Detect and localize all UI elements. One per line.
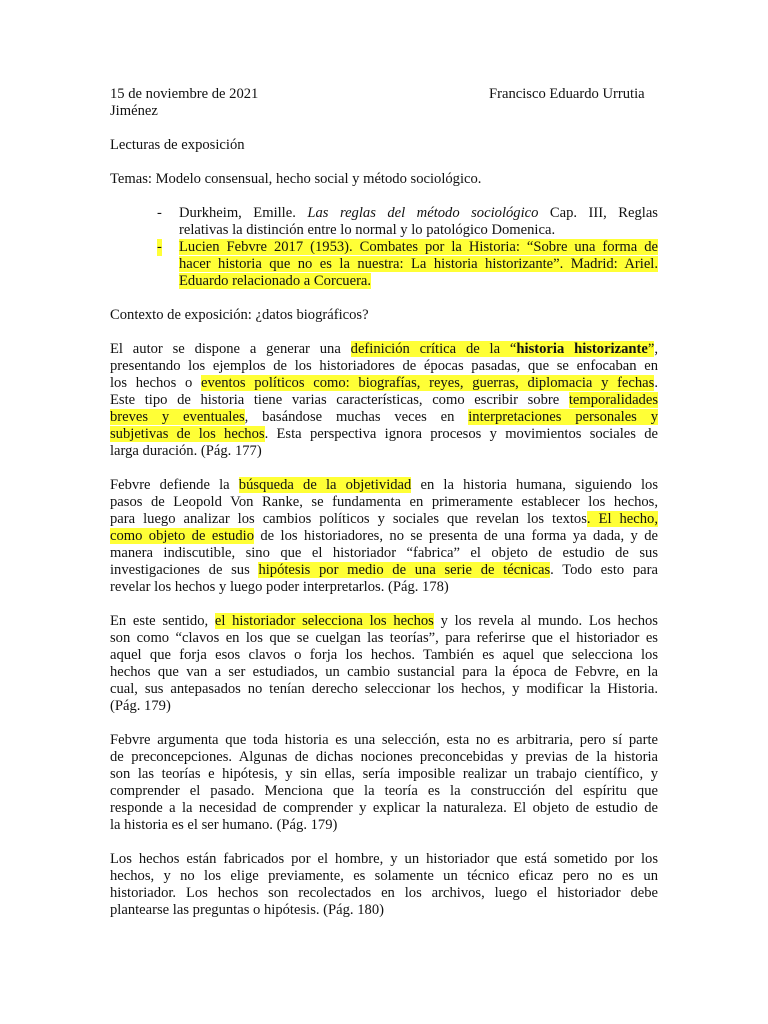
reference-chapter: Cap. III, Reglas [538, 205, 658, 221]
highlighted-text: hacer historia que no es la nuestra: La historia historizante”. Madrid: Ariel. [179, 256, 658, 272]
paragraph-2-line: para luego analizar los cambios políticos y sociales que revelan los textos. El hecho, [110, 511, 658, 527]
reference-book-title: Las reglas del método sociológico [307, 205, 539, 221]
paragraph-4-line: responde a la necesidad de comprender y explicar la naturaleza. El objeto de estudio de [110, 800, 658, 816]
header-date: 15 de noviembre de 2021 [110, 86, 259, 102]
paragraph-2-line: Febvre defiende la búsqueda de la objetividad en la historia humana, siguiendo los [110, 477, 658, 493]
context-line: Contexto de exposición: ¿datos biográficos? [110, 307, 369, 323]
highlighted-text: . El hecho, [586, 511, 658, 527]
paragraph-1-line: larga duración. (Pág. 177) [110, 443, 262, 459]
reference-febvre-line-1 [179, 239, 658, 256]
paragraph-4-line: comprender el pasado. Menciona que la teoría es la construcción del espíritu que [110, 783, 658, 799]
paragraph-3-line: En este sentido, el historiador selecciona los hechos y los revela al mundo. Los hechos [110, 613, 658, 629]
paragraph-1-line: El autor se dispone a generar una definición crítica de la “historia historizante”, [110, 341, 658, 357]
highlighted-text: interpretaciones personales y [468, 409, 658, 425]
document-title: Lecturas de exposición [110, 137, 245, 153]
reference-bullet: - [157, 205, 162, 221]
paragraph-2-line: investigaciones de sus hipótesis por medio de una serie de técnicas. Todo esto para [110, 562, 658, 578]
paragraph-4-line: Febvre argumenta que toda historia es una selección, esta no es arbitraria, pero sí parte [110, 732, 658, 748]
highlighted-text: definición crítica de la “ [350, 341, 517, 357]
reference-durkheim-line-2: relativas la distinción entre lo normal y lo patológico Domenica. [179, 222, 556, 238]
paragraph-5-line: historiador. Los hechos son recolectados en los archivos, luego el historiador debe [110, 885, 658, 901]
paragraph-5-line: plantearse las preguntas o hipótesis. (Pág. 180) [110, 902, 384, 918]
topics-line: Temas: Modelo consensual, hecho social y método sociológico. [110, 171, 482, 187]
paragraph-4-line: de preconcepciones. Algunas de dichas nociones preconcebidas y previas de la historia [110, 749, 658, 765]
highlighted-text: breves y eventuales [110, 409, 245, 425]
highlighted-text: como objeto de estudio [110, 528, 254, 544]
paragraph-3-line: aquel que forja esos clavos o forja los hechos. También es aquel que selecciona los [110, 647, 658, 663]
header-author: Francisco Eduardo Urrutia [489, 86, 645, 102]
highlighted-text: Eduardo relacionado a Corcuera. [179, 273, 372, 289]
reference-febvre-line-3 [179, 273, 658, 290]
paragraph-3-line: cual, sus antepasados no tenían derecho seleccionar los hechos, y modificar la Historia. [110, 681, 658, 697]
paragraph-2-line: como objeto de estudio de los historiadores, no se presenta de una forma ya dada, y de [110, 528, 658, 544]
paragraph-2-line: revelar los hechos y luego poder interpretarlos. (Pág. 178) [110, 579, 449, 595]
highlighted-text: hipótesis por medio de una serie de técnicas [258, 562, 551, 578]
highlighted-text: eventos políticos como: biografías, reyes, guerras, diplomacia y fechas [200, 375, 655, 391]
highlighted-text: temporalidades [568, 392, 658, 408]
paragraph-3-line: hechos que van a ser estudiados, un cambio sustancial para la época de Febvre, en la [110, 664, 658, 680]
paragraph-5-line: hechos, y no los elige previamente, es solamente un técnico eficaz pero no es un [110, 868, 658, 884]
paragraph-1-line: Este tipo de historia tiene varias características, como escribir sobre temporalidades [110, 392, 658, 408]
highlighted-text: búsqueda de la objetividad [238, 477, 412, 493]
reference-febvre-line-2 [179, 256, 658, 273]
highlighted-text: el historiador selecciona los hechos [214, 613, 434, 629]
header-author-surname: Jiménez [110, 103, 158, 119]
paragraph-5-line: Los hechos están fabricados por el hombre, y un historiador que está sometido por los [110, 851, 658, 867]
paragraph-3-line: (Pág. 179) [110, 698, 171, 714]
paragraph-1-line: subjetivas de los hechos. Esta perspectiva ignora procesos y movimientos sociales de [110, 426, 658, 442]
highlighted-text: Lucien Febvre 2017 (1953). Combates por la Historia: “Sobre una forma de [179, 239, 658, 255]
paragraph-4-line: la historia es el ser humano. (Pág. 179) [110, 817, 338, 833]
reference-bullet: - [157, 239, 162, 255]
paragraph-1-line: los hechos o eventos políticos como: biografías, reyes, guerras, diplomacia y fechas. [110, 375, 658, 391]
highlighted-text: subjetivas de los hechos [110, 426, 265, 442]
paragraph-1-line: presentando los ejemplos de los historiadores de épocas pasadas, que se enfocaban en [110, 358, 658, 374]
paragraph-3-line: son como “clavos en los que se cuelgan las teorías”, para referirse que el historiador es [110, 630, 658, 646]
paragraph-1-line: breves y eventuales, basándose muchas veces en interpretaciones personales y [110, 409, 658, 425]
highlighted-bold-text: historia historizante [516, 341, 648, 357]
reference-durkheim-line-1 [179, 205, 658, 222]
paragraph-2-line: manera indiscutible, sino que el historiador “fabrica” el objeto de estudio de sus [110, 545, 658, 561]
reference-author: Durkheim, Emille. [179, 205, 308, 221]
paragraph-4-line: son las teorías e hipótesis, y sin ellas, sería imposible realizar un trabajo científico, y [110, 766, 658, 782]
paragraph-2-line: pasos de Leopold Von Ranke, se fundamenta en primeramente establecer los hechos, [110, 494, 658, 510]
